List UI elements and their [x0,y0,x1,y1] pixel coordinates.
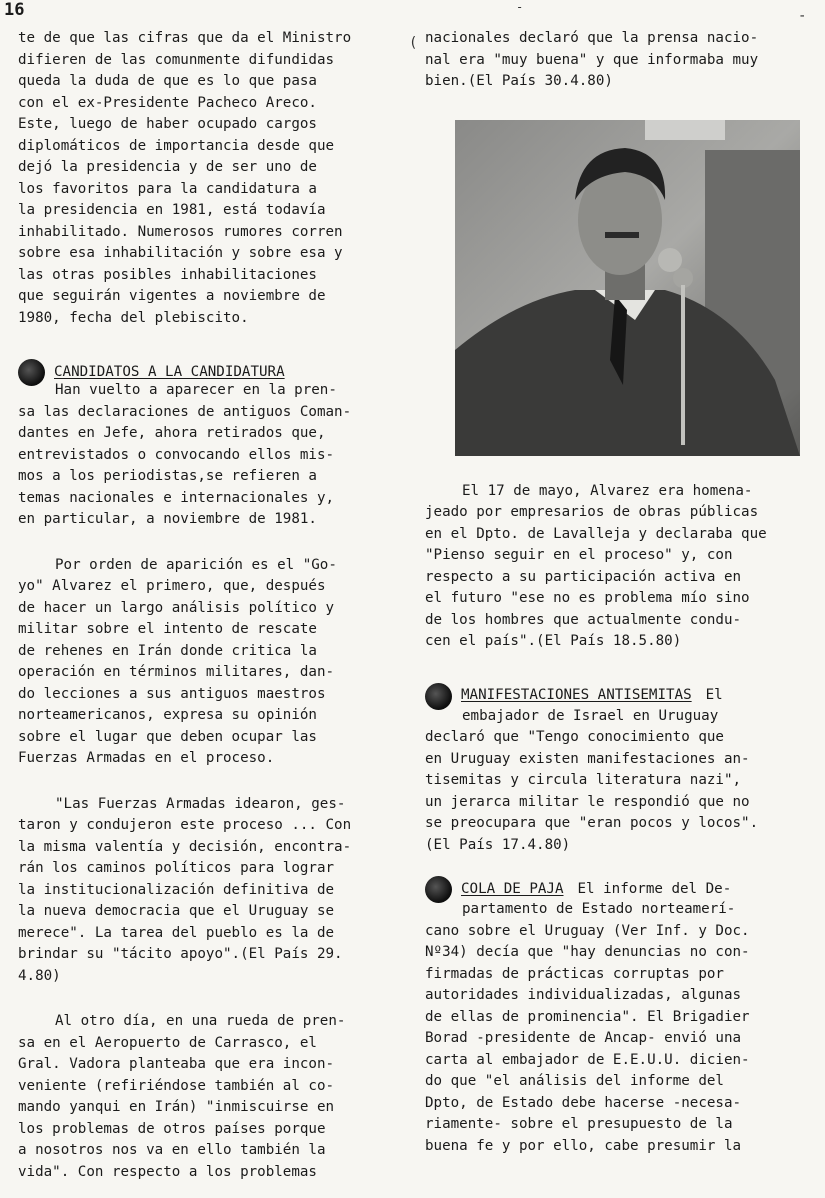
left-para-3 [18,555,388,770]
text-line: Fuerzas Armadas en el proceso. [18,750,275,766]
text-line: de hacer un largo análisis político y [18,599,335,616]
text-line: la nueva democracia que el Uruguay se [18,903,335,919]
text-line: queda la duda de que es lo que pasa [18,73,317,89]
left-column [18,28,388,1183]
text-line: de ellas de prominencia". El Brigadier [425,1008,750,1025]
text-line: jeado por empresarios de obras públicas [425,504,759,520]
text-line: El 17 de mayo, Alvarez era homena- [462,482,753,499]
text-line: carta al embajador de E.E.U.U. dicien- [425,1051,750,1068]
text-line: te de que las cifras que da el Ministro [18,30,352,46]
text-line: difieren de las comunmente difundidas [18,51,335,68]
text-line: nal era "muy buena" y que informaba muy [425,51,759,68]
text-line: firmadas de prácticas corruptas por [425,965,724,982]
text-line: do lecciones a sus antiguos maestros [18,685,326,702]
text-line: partamento de Estado norteamerí- [462,901,736,917]
text-line: dejó la presidencia y de ser uno de [18,159,317,175]
photo-illustration [455,120,800,456]
text-line: sobre esa inhabilitación y sobre esa y [18,245,343,261]
left-para-5 [18,1011,388,1183]
text-line: Han vuelto a aparecer en la pren- [55,382,337,398]
text-line: a nosotros nos va en ello también la [18,1142,326,1158]
bullet-dot-icon [18,359,45,386]
text-line: temas nacionales e internacionales y, [18,489,335,506]
speaker-photo [455,120,800,456]
text-line: los favoritos para la candidatura a [18,180,317,197]
text-line: inhabilitado. Numerosos rumores corren [18,223,343,240]
section-title: CANDIDATOS A LA CANDIDATURA [54,363,285,380]
text-line: El [705,687,723,704]
right-para-2 [425,481,797,653]
text-line: "Las Fuerzas Armadas idearon, ges- [55,795,346,812]
text-line: taron y condujeron este proceso ... Con [18,817,352,833]
text-line: diplomáticos de importancia desde que [18,137,335,154]
text-line: 1980, fecha del plebiscito. [18,309,249,326]
text-line: brindar su "tácito apoyo".(El País 29. [18,946,343,962]
top-mark: - [516,0,524,14]
text-line: respecto a su participación activa en [425,568,742,585]
text-line: mando yanqui en Irán) "inmiscuirse en [18,1099,335,1115]
bullet-dot-icon [425,876,452,903]
text-line: 4.80) [18,967,61,984]
page-number: 16 [4,0,25,20]
text-line: sa en el Aeropuerto de Carrasco, el [18,1034,317,1051]
right-para-1 [425,28,797,93]
text-line: riamente- sobre el presupuesto de la [425,1116,733,1132]
text-line: buena fe y por ello, cabe presumir la [425,1137,742,1154]
section-title: COLA DE PAJA [461,880,564,897]
text-line: los problemas de otros países porque [18,1120,326,1137]
section-candidatos [18,359,388,531]
text-line: militar sobre el intento de rescate [18,621,317,637]
text-line: dantes en Jefe, ahora retirados que, [18,425,326,441]
text-line: Gral. Vadora planteaba que era incon- [18,1056,335,1072]
text-line: mos a los periodistas,se refieren a [18,468,317,484]
text-line: "Pienso seguir en el proceso" y, con [425,547,733,563]
text-line: un jerarca militar le respondió que no [425,793,750,810]
text-line: nacionales declaró que la prensa nacio- [425,30,759,46]
left-para-4 [18,794,388,988]
text-line: veniente (refiriéndose también al co- [18,1077,335,1094]
text-line: do que "el análisis del informe del [425,1073,724,1089]
text-line: que seguirán vigentes a noviembre de [18,288,326,304]
text-line: sobre el lugar que deben ocupar las [18,728,317,745]
margin-mark: ( [409,35,418,51]
text-line: la misma valentía y decisión, encontra- [18,838,352,855]
text-line: yo" Alvarez el primero, que, después [18,578,326,594]
text-line: (El País 17.4.80) [425,836,571,853]
text-line: las otras posibles inhabilitaciones [18,266,317,283]
text-line: en particular, a noviembre de 1981. [18,511,317,527]
text-line: tisemitas y circula literatura nazi", [425,772,742,788]
section-antisemitas [425,683,797,857]
text-line: de rehenes en Irán donde critica la [18,642,317,659]
text-line: se preocupara que "eran pocos y locos". [425,815,759,831]
text-line: Dpto, de Estado debe hacerse -necesa- [425,1094,742,1111]
section-title: MANIFESTACIONES ANTISEMITAS [461,687,692,704]
text-line: de los hombres que actualmente condu- [425,611,742,628]
text-line: norteamericanos, expresa su opinión [18,707,317,723]
text-line: la presidencia en 1981, está todavía [18,202,326,218]
text-line: entrevistados o convocando ellos mis- [18,446,335,463]
text-line: el futuro "ese no es problema mío sino [425,590,750,606]
text-line: rán los caminos políticos para lograr [18,860,335,876]
text-line: merece". La tarea del pueblo es la de [18,924,335,941]
text-line: autoridades individualizadas, algunas [425,987,742,1003]
text-line: embajador de Israel en Uruguay [462,707,719,724]
section-cola-de-paja [425,876,797,1157]
text-line: vida". Con respecto a los problemas [18,1163,317,1180]
text-line: Este, luego de haber ocupado cargos [18,116,317,132]
text-line: El informe del De- [577,880,732,897]
text-line: cano sobre el Uruguay (Ver Inf. y Doc. [425,922,750,939]
text-line: operación en términos militares, dan- [18,664,335,680]
text-line: bien.(El País 30.4.80) [425,73,613,89]
text-line: la institucionalización definitiva de [18,881,335,898]
text-line: declaró que "Tengo conocimiento que [425,729,724,745]
bullet-dot-icon [425,683,452,710]
left-para-1 [18,28,388,329]
text-line: Por orden de aparición es el "Go- [55,556,337,573]
text-line: Al otro día, en una rueda de pren- [55,1013,346,1029]
text-line: Nº34) decía que "hay denuncias no con- [425,944,750,960]
text-line: en Uruguay existen manifestaciones an- [425,750,750,767]
text-line: en el Dpto. de Lavalleja y declaraba que [425,525,767,542]
text-line: sa las declaraciones de antiguos Coman- [18,403,352,420]
text-line: Borad -presidente de Ancap- envió una [425,1030,742,1046]
text-line: cen el país".(El País 18.5.80) [425,633,682,649]
text-line: con el ex-Presidente Pacheco Areco. [18,94,317,111]
right-edge-mark: - [798,8,807,24]
